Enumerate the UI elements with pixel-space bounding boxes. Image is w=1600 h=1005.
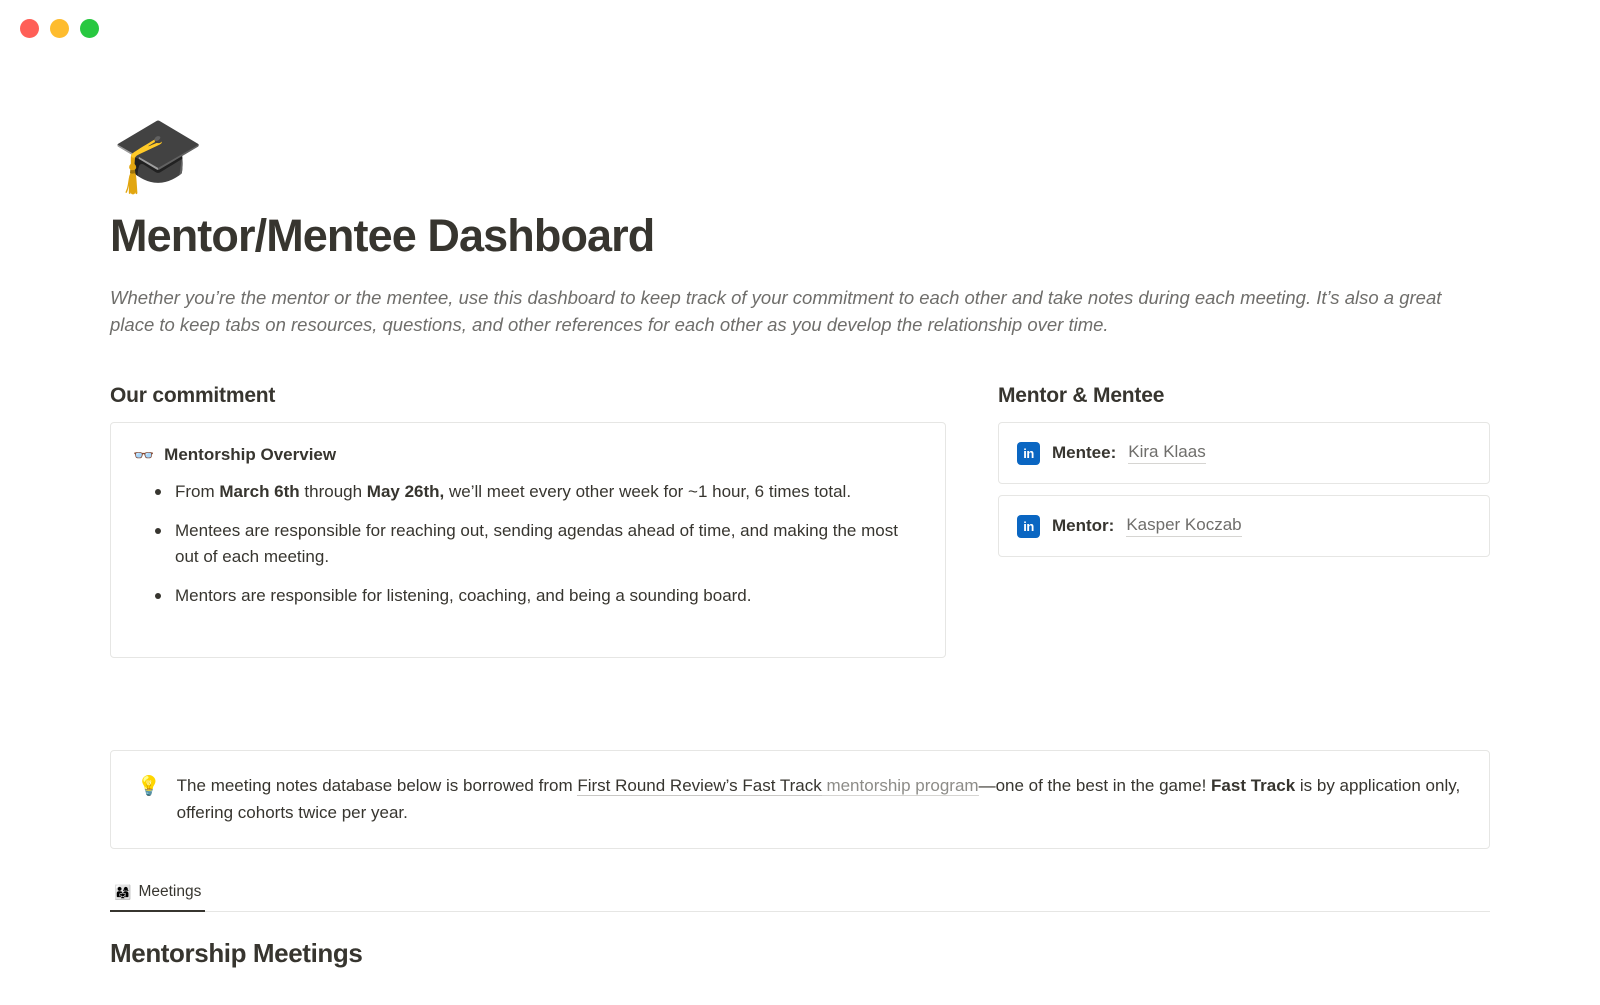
page-title: Mentor/Mentee Dashboard <box>110 210 655 261</box>
commitment-bullet <box>155 479 919 505</box>
mentorship-overview-callout <box>110 422 946 658</box>
tip-text <box>177 773 1463 826</box>
database-title: Mentorship Meetings <box>110 938 363 969</box>
person-name-link[interactable]: Kasper Koczab <box>1126 515 1241 537</box>
bullet-text-fragment: From <box>175 482 220 502</box>
linkedin-icon: in <box>1017 515 1040 538</box>
graduation-cap-icon[interactable]: 🎓 <box>112 113 205 196</box>
mentorship-program-link[interactable]: mentorship program <box>821 776 979 796</box>
bullet-text-fragment: through <box>299 482 367 502</box>
commitment-bullet-list <box>133 479 919 608</box>
bullet-text-fragment: March 6th <box>219 482 300 502</box>
commitment-bullet <box>155 518 919 570</box>
tab-meetings-label: Meetings <box>138 883 202 901</box>
fast-track-link[interactable]: First Round Review’s Fast Track <box>577 776 822 796</box>
person-role-label: Mentee: <box>1052 443 1117 463</box>
lightbulb-icon: 💡 <box>137 776 161 798</box>
person-role-label: Mentor: <box>1052 516 1115 536</box>
tip-plain-text: The meeting notes database below is borrowed from <box>176 776 578 796</box>
people-group-icon: 👨‍👩‍👧 <box>114 884 132 901</box>
minimize-window-button[interactable] <box>50 19 69 38</box>
commitment-heading: Our commitment <box>110 384 276 408</box>
commitment-column <box>110 384 946 658</box>
people-column <box>998 384 1490 658</box>
callout-header <box>133 445 919 465</box>
page-content <box>0 113 1600 969</box>
person-row[interactable] <box>998 495 1490 557</box>
person-name-link[interactable]: Kira Klaas <box>1128 442 1205 464</box>
glasses-icon: 👓 <box>133 445 155 465</box>
bullet-text-fragment: Mentees are responsible for reaching out, sending agendas ahead of time, and making the most out of each meeting. <box>175 521 898 567</box>
tip-callout <box>110 750 1490 849</box>
commitment-bullet <box>155 583 919 609</box>
window-title-bar <box>0 0 1600 56</box>
top-columns <box>110 384 1490 658</box>
person-row[interactable] <box>998 422 1490 484</box>
close-window-button[interactable] <box>20 19 39 38</box>
callout-title: Mentorship Overview <box>164 445 337 465</box>
database-tabs <box>110 877 1490 912</box>
page-subtitle: Whether you’re the mentor or the mentee, use this dashboard to keep track of your commitment to each other and take notes during each meeting. It’s also a great place to keep tabs on resources, questions, and other references for each other as you develop the relationship over time. <box>110 287 1442 336</box>
bullet-text-fragment: Mentors are responsible for listening, coaching, and being a sounding board. <box>175 585 752 605</box>
bullet-text-fragment: we’ll meet every other week for ~1 hour, 6 times total. <box>444 482 852 502</box>
tip-bold-text: Fast Track <box>1211 776 1296 796</box>
maximize-window-button[interactable] <box>80 19 99 38</box>
people-list <box>998 422 1490 557</box>
tip-plain-text: —one of the best in the game! <box>978 776 1212 796</box>
people-heading: Mentor & Mentee <box>998 384 1165 408</box>
linkedin-icon: in <box>1017 442 1040 465</box>
tip-plain-text: is by application only, offering cohorts twice per year. <box>176 776 1461 822</box>
tab-meetings[interactable] <box>110 877 205 912</box>
bullet-text-fragment: May 26th, <box>366 482 445 502</box>
